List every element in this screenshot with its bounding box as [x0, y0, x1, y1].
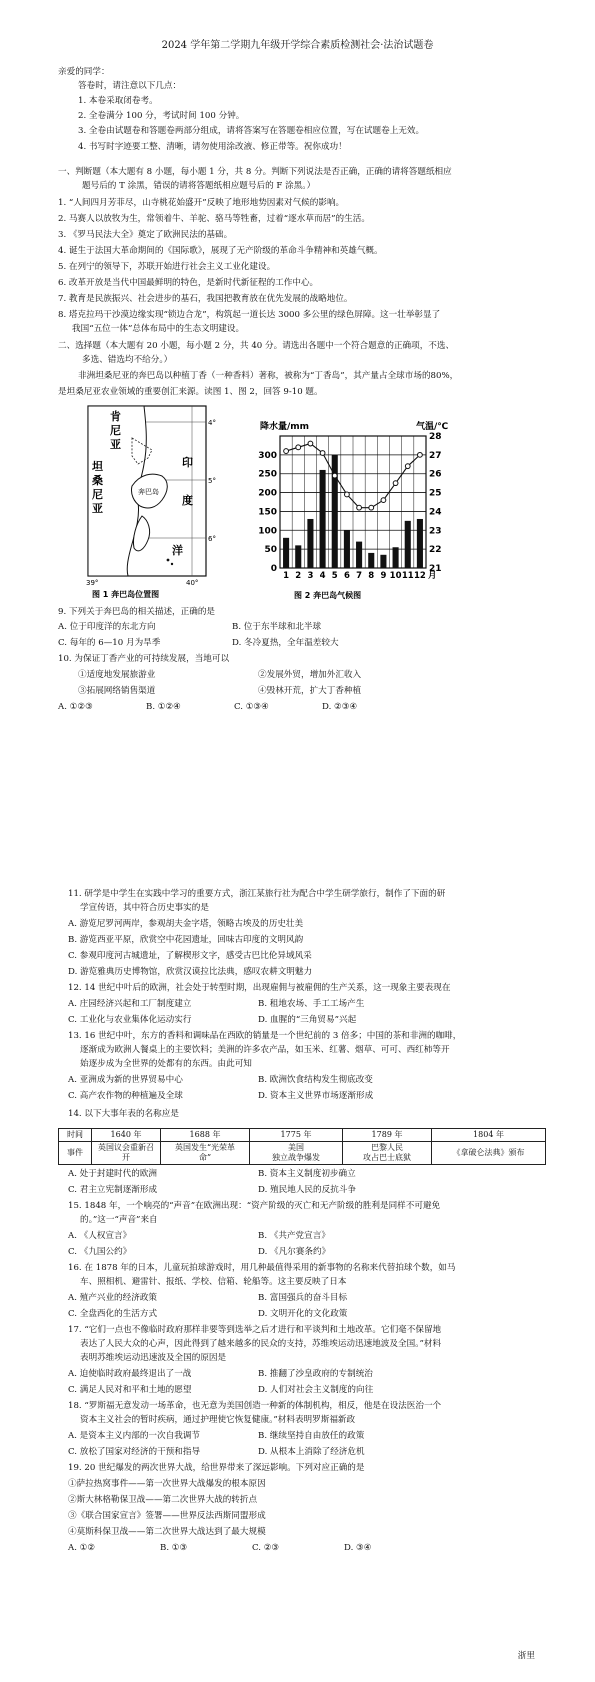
q11-option-d: D. 游览雅典历史博物馆，欣赏汉谟拉比法典，感叹农耕文明魅力	[68, 967, 313, 977]
q19-item: ③《联合国家宣言》签署——世界反法西斯同盟形成	[68, 1511, 266, 1521]
chart-xtick: 7	[356, 571, 363, 581]
chart-point	[369, 505, 374, 510]
part1-header: 题号后的 T 涂黑，错误的请将答题纸相应题号后的 F 涂黑。）	[82, 181, 316, 191]
q16-option-d: D. 文明开化的文化政策	[258, 1309, 348, 1319]
q18-stem: 18. “罗斯福无意发动一场革命，也无意为美国创造一种新的体制机构，相反，他是在设法医治一个	[68, 1401, 442, 1411]
q10-option-b: B. ①②④	[146, 702, 181, 712]
q13-stem: 始逐步成为全世界的处都有的东西。由此可知	[80, 1059, 252, 1069]
chart-xlabel: 月	[428, 571, 437, 581]
chart-xtick: 1	[283, 571, 290, 581]
chart-xtick: 3	[307, 571, 314, 581]
chart-ytick-left: 200	[258, 488, 277, 499]
q10-option-a: A. ①②③	[58, 702, 93, 712]
intro-note: 2. 全卷满分 100 分，考试时间 100 分钟。	[78, 111, 245, 121]
chart-point	[296, 445, 301, 450]
chart-point	[308, 441, 313, 446]
q17-stem: 表达了人民大众的心声，因此得到了越来越多的民众的支持，苏维埃运动迅速地波及全国。”材料	[80, 1339, 442, 1349]
table-cell	[343, 1142, 432, 1165]
q14-stem: 14. 以下大事年表的名称应是	[68, 1109, 179, 1119]
chart-point	[418, 452, 423, 457]
q10-item: ③拓展网络销售渠道	[78, 686, 156, 696]
q9-option-a: A. 位于印度洋的东北方向	[58, 622, 156, 632]
chart-xtick: 11	[401, 571, 414, 581]
table-row	[59, 1129, 546, 1142]
judge-item: 3. 《罗马民法大全》奠定了欧洲民法的基础。	[58, 230, 233, 240]
q14-option-d: D. 殖民地人民的反抗斗争	[258, 1185, 356, 1195]
table-cell-line: 《拿破仑法典》颁布	[452, 1148, 525, 1157]
q9-option-b: B. 位于东半球和北半球	[232, 622, 322, 632]
q17-option-b: B. 推翻了沙皇政府的专制统治	[258, 1369, 373, 1379]
q19-item: ②斯大林格勒保卫战——第二次世界大战的转折点	[68, 1495, 258, 1505]
chart-ytick-right: 22	[429, 545, 442, 556]
q17-stem: 表明苏维埃运动迅速波及全国的原因是	[80, 1353, 227, 1363]
q10-option-c: C. ①③④	[234, 702, 269, 712]
judge-item: 1. “人间四月芳菲尽，山寺桃花始盛开”反映了地形地势因素对气候的影响。	[58, 198, 345, 208]
chart-ytick-right: 27	[429, 450, 442, 461]
q15-stem: 15. 1848 年，一个响亮的“声音”在欧洲出现：“资产阶级的灭亡和无产阶级的胜利是同样不可避免	[68, 1201, 441, 1211]
q10-item: ①适度地发展旅游业	[78, 670, 156, 680]
q18-option-d: D. 从根本上消除了经济危机	[258, 1447, 365, 1457]
q12-stem: 12. 14 世纪中叶后的欧洲，社会处于转型时期，出现雇佣与被雇佣的生产关系，这一现象主要表现在	[68, 983, 451, 993]
pemba-climate-chart	[250, 418, 460, 600]
table-cell-line: 攻占巴士底狱	[363, 1153, 411, 1162]
table-cell-line: 巴黎人民	[371, 1143, 403, 1152]
map-label-kenya: 亚	[110, 438, 121, 451]
q10-stem: 10. 为保证丁香产业的可持续发展，当地可以	[58, 654, 230, 664]
table-cell	[161, 1142, 250, 1165]
q16-stem: 车、照相机、避雷针、报纸、学校、信箱、轮船等。这主要反映了日本	[80, 1277, 347, 1287]
chart-point	[381, 498, 386, 503]
q16-option-a: A. 殖产兴业的经济政策	[68, 1293, 158, 1303]
material: 是坦桑尼亚农业领域的重要创汇来源。读图 1、图 2，回答 9-10 题。	[58, 387, 323, 397]
q17-stem: 17. “它们一点也不像临时政府那样非要等到选举之后才进行和平谈判和土地改革。它们毫不保留地	[68, 1325, 442, 1335]
chart-xtick: 12	[413, 571, 426, 581]
table-row	[59, 1142, 546, 1165]
chart-ytick-left: 300	[258, 450, 277, 461]
q16-option-b: B. 富国强兵的奋斗目标	[258, 1293, 348, 1303]
table-cell: 1789 年	[343, 1129, 432, 1142]
q13-option-c: C. 高产农作物的种植遍及全球	[68, 1091, 183, 1101]
chart-ytick-left: 100	[258, 526, 277, 537]
chart-ytick-left: 150	[258, 507, 277, 518]
judge-item: 5. 在列宁的领导下，苏联开始进行社会主义工业化建设。	[58, 262, 276, 272]
page-footer: 浙里	[517, 1651, 535, 1661]
table-cell-line: 美国	[288, 1143, 304, 1152]
intro-lead: 答卷时，请注意以下几点：	[78, 81, 182, 91]
chart-point	[320, 451, 325, 456]
q17-option-c: C. 满足人民对和平和土地的愿望	[68, 1385, 192, 1395]
table-cell	[92, 1142, 161, 1165]
table-cell-line: 命”	[198, 1153, 212, 1162]
map-lat-label: 5°	[208, 477, 216, 485]
chart-point	[284, 449, 289, 454]
q11-option-b: B. 游览西亚平原，欣赏空中花园遗址，回味古印度的文明风韵	[68, 935, 304, 945]
chart-bar	[417, 519, 423, 568]
q15-option-b: B. 《共产党宣言》	[258, 1231, 330, 1241]
q12-option-b: B. 租地农场、手工工场产生	[258, 999, 365, 1009]
chart-xtick: 4	[319, 571, 326, 581]
chart-bar	[405, 521, 411, 568]
chart-ytick-right: 21	[429, 564, 442, 574]
map-label-ocean: 印	[182, 456, 193, 469]
chart-bar	[283, 538, 289, 568]
chart-bar	[393, 547, 399, 568]
table-cell-line: 英国发生“光荣革	[174, 1143, 236, 1152]
table-cell: 1688 年	[161, 1129, 250, 1142]
part1-header: 一、判断题（本大题有 8 小题，每小题 1 分，共 8 分。判断下列说法是否正确，正确的请将答题纸相应	[58, 167, 452, 177]
q15-stem: 的。”这一“声音”来自	[80, 1215, 158, 1225]
chart-ytick-right: 24	[429, 507, 442, 518]
map-label-kenya: 肯	[110, 410, 121, 423]
q19-option-b: B. ①③	[160, 1543, 188, 1553]
q19-option-a: A. ①②	[68, 1543, 96, 1553]
table-cell-line: 英国议会重新召	[98, 1143, 154, 1152]
q17-option-d: D. 人们对社会主义制度的向往	[258, 1385, 374, 1395]
map-label-ocean: 洋	[172, 544, 183, 557]
map-lat-label: 6°	[208, 535, 216, 543]
q15-option-a: A. 《人权宣言》	[68, 1231, 132, 1241]
q16-option-c: C. 全盘西化的生活方式	[68, 1309, 158, 1319]
q13-stem: 逐渐成为欧洲人餐桌上的主要饮料；美洲的许多农产品，如玉米、红薯、烟草、可可、西红柿等开	[80, 1045, 450, 1055]
q19-item: ①萨拉热窝事件——第一次世界大战爆发的根本原因	[68, 1479, 266, 1489]
chart-point	[405, 464, 410, 469]
q18-option-a: A. 是资本主义内部的一次自我调节	[68, 1431, 200, 1441]
q18-stem: 资本主义社会的暂时疾病，通过护理使它恢复健康。”材料表明罗斯福新政	[80, 1415, 356, 1425]
q10-item: ②发展外贸，增加外汇收入	[258, 670, 362, 680]
table-cell	[250, 1142, 343, 1165]
chart-point	[393, 481, 398, 486]
judge-item: 7. 教育是民族振兴、社会进步的基石，我国把教育放在优先发展的战略地位。	[58, 294, 353, 304]
q10-option-d: D. ②③④	[322, 702, 358, 712]
judge-item: 8. 塔克拉玛干沙漠边缘实现“锁边合龙”，构筑起一道长达 3000 多公里的绿色屏障。这一壮举彰显了	[58, 310, 441, 320]
chart-bar	[307, 519, 313, 568]
greeting: 亲爱的同学：	[58, 67, 110, 77]
judge-item: 4. 诞生于法国大革命期间的《国际歌》，展现了无产阶级的革命斗争精神和英雄气概。	[58, 246, 383, 256]
q13-option-b: B. 欧洲饮食结构发生彻底改变	[258, 1075, 373, 1085]
q16-stem: 16. 在 1878 年的日本，儿童玩拍球游戏时，用几种最值得采用的新事物的名称来代替拍球个数，如马	[68, 1263, 456, 1273]
map-label-tanzania: 亚	[92, 502, 103, 515]
q19-item: ④莫斯科保卫战——第二次世界大战达到了最大规模	[68, 1527, 266, 1537]
table-cell: 1804 年	[432, 1129, 546, 1142]
chart-xtick: 8	[368, 571, 375, 581]
map-lat-label: 4°	[208, 419, 216, 427]
judge-item: 6. 改革开放是当代中国最鲜明的特色，是新时代新征程的工作中心。	[58, 278, 319, 288]
q15-option-c: C. 《九国公约》	[68, 1247, 132, 1257]
table-cell: 1640 年	[92, 1129, 161, 1142]
intro-note: 3. 全卷由试题卷和答题卷两部分组成，请将答案写在答题卷相应位置，写在试题卷上无效。	[78, 126, 425, 136]
chart-caption: 图 2 奔巴岛气候图	[294, 591, 362, 600]
page-title: 2024 学年第二学期九年级开学综合素质检测社会·法治试题卷	[161, 40, 434, 51]
chart-ytick-left: 0	[270, 564, 277, 574]
table-header-cell: 事件	[59, 1142, 92, 1165]
q17-option-a: A. 迫使临时政府最终退出了一战	[68, 1369, 192, 1379]
chart-bar	[295, 545, 301, 568]
q14-option-b: B. 资本主义制度初步确立	[258, 1169, 356, 1179]
chart-xtick: 10	[389, 571, 402, 581]
chart-ytick-left: 50	[264, 545, 277, 556]
q13-stem: 13. 16 世纪中叶，东方的香料和调味品在西欧的销量是一个世纪前的 3 倍多；中国的茶和非洲的咖啡，	[68, 1031, 462, 1041]
chart-bar	[320, 470, 326, 568]
q11-option-c: C. 参观印度河古城遗址，了解楔形文字，感受古巴比伦异域风采	[68, 951, 312, 961]
chart-xtick: 9	[380, 571, 387, 581]
chart-point	[345, 492, 350, 497]
q18-option-b: B. 继续坚持自由放任的政策	[258, 1431, 365, 1441]
chart-xtick: 5	[331, 571, 338, 581]
chart-ytick-right: 23	[429, 526, 442, 537]
q10-item: ④毁林开荒，扩大丁香种植	[258, 686, 362, 696]
q9-option-c: C. 每年的 6—10 月为旱季	[58, 638, 161, 648]
q15-option-d: D. 《凡尔赛条约》	[258, 1247, 331, 1257]
q11-option-a: A. 游览尼罗河两岸，参观胡夫金字塔，领略古埃及的历史壮美	[68, 919, 304, 929]
chart-ylabel-left: 降水量/mm	[260, 422, 310, 432]
q19-stem: 19. 20 世纪爆发的两次世界大战，给世界带来了深远影响。下列对应正确的是	[68, 1463, 365, 1473]
q13-option-a: A. 亚洲成为新的世界贸易中心	[68, 1075, 183, 1085]
q19-option-c: C. ②③	[252, 1543, 280, 1553]
table-header-cell: 时间	[59, 1129, 92, 1142]
table-cell: 1775 年	[250, 1129, 343, 1142]
map-label-pemba: 奔巴岛	[138, 488, 159, 496]
q18-option-c: C. 放松了国家对经济的干预和指导	[68, 1447, 201, 1457]
chart-xtick: 6	[343, 571, 350, 581]
chart-point	[332, 473, 337, 478]
chart-ylabel-right: 气温/℃	[416, 422, 449, 432]
table-cell-line: 开	[122, 1153, 130, 1162]
q9-stem: 9. 下列关于奔巴岛的相关描述，正确的是	[58, 607, 216, 617]
q11-stem: 11. 研学是中学生在实践中学习的重要方式，浙江某旅行社为配合中学生研学旅行，制作了下面的研	[68, 889, 446, 899]
chart-ytick-left: 250	[258, 469, 277, 480]
q9-option-d: D. 冬冷夏热，全年温差较大	[232, 638, 339, 648]
chart-bar	[380, 555, 386, 568]
judge-item: 我国“五位一体”总体布局中的生态文明建设。	[72, 324, 245, 334]
q13-option-d: D. 资本主义世界市场逐渐形成	[258, 1091, 374, 1101]
intro-note: 1. 本卷采取闭卷考。	[78, 96, 158, 106]
map-label-ocean: 度	[182, 494, 193, 507]
chart-ytick-right: 25	[429, 488, 442, 499]
map-label-tanzania: 坦	[92, 460, 103, 473]
chart-ytick-right: 28	[429, 432, 442, 442]
chart-xtick: 2	[295, 571, 302, 581]
q14-option-a: A. 处于封建时代的欧洲	[68, 1169, 158, 1179]
map-lon-label: 40°	[186, 579, 199, 587]
table-cell	[432, 1142, 546, 1165]
q14-option-c: C. 君主立宪制逐渐形成	[68, 1185, 158, 1195]
map-lon-label: 39°	[86, 579, 99, 587]
q19-option-d: D. ③④	[344, 1543, 372, 1553]
q11-stem: 学宣传语，其中符合历史事实的是	[80, 903, 209, 913]
q12-option-c: C. 工业化与农业集体化运动实行	[68, 1015, 192, 1025]
map-label-kenya: 尼	[110, 424, 121, 437]
map-label-tanzania: 桑	[92, 474, 103, 487]
part2-header: 多选、错选均不给分。）	[82, 355, 173, 365]
chart-point	[357, 505, 362, 510]
chart-bar	[356, 542, 362, 568]
map-caption: 图 1 奔巴岛位置图	[92, 590, 160, 599]
part2-header: 二、选择题（本大题有 20 小题，每小题 2 分，共 40 分。请选出各题中一个符合题意的正确项，不选、	[58, 341, 455, 351]
chart-bar	[368, 553, 374, 568]
chart-bar	[344, 530, 350, 568]
judge-item: 2. 马赛人以放牧为生，常领着牛、羊驼、骆马等牲畜，过着“逐水草而居”的生活。	[58, 214, 370, 224]
chronology-table	[58, 1128, 546, 1165]
q12-option-d: D. 血腥的“三角贸易”兴起	[258, 1015, 357, 1025]
material: 非洲坦桑尼亚的奔巴岛以种植丁香（一种香料）著称，被称为“丁香岛”，其产量占全球市场的80%，	[78, 371, 459, 381]
intro-note: 4. 书写时字迹要工整、清晰，请勿使用涂改液、修正带等。祝你成功！	[78, 142, 347, 152]
table-cell-line: 独立战争爆发	[272, 1153, 320, 1162]
q12-option-a: A. 庄园经济兴起和工厂制度建立	[68, 999, 192, 1009]
map-label-tanzania: 尼	[92, 488, 103, 501]
pemba-location-map	[82, 404, 227, 600]
chart-ytick-right: 26	[429, 469, 442, 480]
